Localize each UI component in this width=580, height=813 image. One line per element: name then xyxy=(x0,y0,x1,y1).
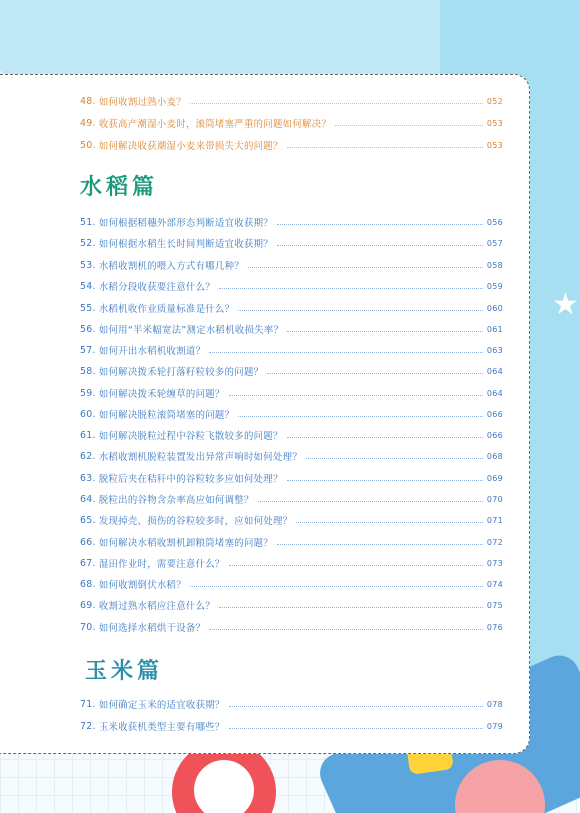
toc-entry-title: 如何解决水稻收割机卸粮筒堵塞的问题？ xyxy=(98,538,273,549)
toc-entry-page: 064 xyxy=(486,366,503,376)
toc-entry[interactable] xyxy=(80,383,503,403)
dot-leader xyxy=(190,102,483,104)
toc-entry-page: 063 xyxy=(486,345,503,355)
toc-entry-number: 63. xyxy=(80,472,96,484)
toc-entry[interactable] xyxy=(80,361,503,381)
toc-entry[interactable] xyxy=(80,319,503,339)
toc-entry[interactable] xyxy=(80,489,503,509)
toc-entry-title: 脱粒出的谷物含杂率高应如何调整？ xyxy=(98,495,254,506)
toc-entry-title: 如何解决收获潮湿小麦来带损失大的问题？ xyxy=(98,141,283,152)
dot-leader xyxy=(277,543,483,545)
toc-entry-number: 72. xyxy=(80,720,96,732)
toc-entry-number: 71. xyxy=(80,698,96,710)
toc-entry[interactable] xyxy=(80,113,503,133)
toc-entry-page: 071 xyxy=(486,515,503,525)
toc-entry-title: 水稻收割机的喂入方式有哪几种？ xyxy=(98,261,244,272)
toc-entry[interactable] xyxy=(80,446,503,466)
toc-entry[interactable] xyxy=(80,617,503,637)
toc-entry-number: 51. xyxy=(80,216,96,228)
toc-entry-title: 如何用“半米幅宽法”测定水稻机收损失率？ xyxy=(98,325,284,336)
toc-entry-page: 066 xyxy=(486,430,503,440)
star-icon: ★ xyxy=(552,287,579,322)
toc-entry-number: 54. xyxy=(80,280,96,292)
toc-entry-page: 068 xyxy=(486,451,503,461)
toc-entry[interactable] xyxy=(80,510,503,530)
toc-entry-title: 如何根据稻穗外部形态判断适宜收获期？ xyxy=(98,218,273,229)
toc-entry-page: 079 xyxy=(486,721,503,731)
dot-leader xyxy=(229,727,483,729)
dot-leader xyxy=(190,585,483,587)
toc-entry-number: 62. xyxy=(80,450,96,462)
dot-leader xyxy=(287,479,483,481)
toc-entry[interactable] xyxy=(80,298,503,318)
dot-leader xyxy=(219,606,483,608)
dot-leader xyxy=(267,372,483,374)
toc-entry-page: 059 xyxy=(486,281,503,291)
dot-leader xyxy=(277,223,483,225)
dot-leader xyxy=(238,415,483,417)
toc-entry[interactable] xyxy=(80,91,503,111)
toc-entry[interactable] xyxy=(80,532,503,552)
toc-entry-page: 074 xyxy=(486,579,503,589)
toc-entry-page: 066 xyxy=(486,409,503,419)
dot-leader xyxy=(238,309,483,311)
section-heading-rice: 水稻篇 xyxy=(80,175,159,200)
toc-entry-page: 053 xyxy=(486,118,503,128)
toc-entry-title: 如何解决拨禾轮缠草的问题？ xyxy=(98,389,225,400)
toc-entry[interactable] xyxy=(80,425,503,445)
toc-entry-title: 玉米收获机类型主要有哪些？ xyxy=(98,722,225,733)
toc-entry-title: 发现掉壳、损伤的谷粒较多时，应如何处理？ xyxy=(98,516,293,527)
toc-entry-title: 如何解决拨禾轮打落籽粒较多的问题？ xyxy=(98,367,264,378)
toc-entry-title: 如何开出水稻机收割道？ xyxy=(98,346,206,357)
dot-leader xyxy=(229,705,483,707)
toc-entry-title: 如何解决脱粒过程中谷粒飞散较多的问题？ xyxy=(98,431,283,442)
toc-entry[interactable] xyxy=(80,574,503,594)
toc-entry-title: 如何确定玉米的适宜收获期？ xyxy=(98,700,225,711)
toc-entry-title: 如何收割倒伏水稻？ xyxy=(98,580,186,591)
toc-entry-title: 脱粒后夹在秸秆中的谷粒较多应如何处理？ xyxy=(98,474,283,485)
toc-entry-number: 61. xyxy=(80,429,96,441)
toc-entry-number: 48. xyxy=(80,95,96,107)
toc-entry-number: 69. xyxy=(80,599,96,611)
dot-leader xyxy=(296,521,483,523)
toc-entry[interactable] xyxy=(80,716,503,736)
toc-entry-number: 68. xyxy=(80,578,96,590)
toc-entry[interactable] xyxy=(80,276,503,296)
section-heading-corn: 玉米篇 xyxy=(85,659,164,684)
toc-entry[interactable] xyxy=(80,404,503,424)
dot-leader xyxy=(209,351,483,353)
toc-entry-title: 水稻机收作业质量标准是什么？ xyxy=(98,304,235,315)
toc-entry-page: 058 xyxy=(486,260,503,270)
toc-entry-title: 如何解决脱粒滚筒堵塞的问题？ xyxy=(98,410,235,421)
toc-entry-page: 073 xyxy=(486,558,503,568)
toc-entry[interactable] xyxy=(80,255,503,275)
toc-entry-number: 52. xyxy=(80,237,96,249)
toc-entry-page: 078 xyxy=(486,699,503,709)
toc-entry[interactable] xyxy=(80,233,503,253)
toc-entry[interactable] xyxy=(80,595,503,615)
toc-entry-title: 水稻分段收获要注意什么？ xyxy=(98,282,215,293)
toc-entry-number: 55. xyxy=(80,302,96,314)
toc-entry-page: 053 xyxy=(486,140,503,150)
toc-entry-number: 56. xyxy=(80,323,96,335)
toc-entry-title: 收割过熟水稻应注意什么？ xyxy=(98,601,215,612)
toc-entry-title: 水稻收割机脱粒装置发出异常声响时如何处理？ xyxy=(98,452,302,463)
toc-entry[interactable] xyxy=(80,468,503,488)
dot-leader xyxy=(287,436,483,438)
toc-entry-number: 60. xyxy=(80,408,96,420)
toc-entry-page: 069 xyxy=(486,473,503,483)
toc-entry-page: 070 xyxy=(486,494,503,504)
toc-entry-number: 67. xyxy=(80,557,96,569)
toc-entry-page: 060 xyxy=(486,303,503,313)
dot-leader xyxy=(219,287,483,289)
toc-entry[interactable] xyxy=(80,340,503,360)
dot-leader xyxy=(248,266,483,268)
toc-entry[interactable] xyxy=(80,694,503,714)
toc-entry-number: 65. xyxy=(80,514,96,526)
toc-entry-page: 052 xyxy=(486,96,503,106)
toc-entry-number: 70. xyxy=(80,621,96,633)
dot-leader xyxy=(306,457,483,459)
toc-entry-number: 49. xyxy=(80,117,96,129)
toc-entry-number: 58. xyxy=(80,365,96,377)
dot-leader xyxy=(287,330,483,332)
toc-entry-page: 075 xyxy=(486,600,503,610)
toc-entry-page: 056 xyxy=(486,217,503,227)
toc-entry-number: 53. xyxy=(80,259,96,271)
toc-entry-number: 66. xyxy=(80,536,96,548)
toc-entry-title: 如何收割过熟小麦？ xyxy=(98,97,186,108)
toc-entry-title: 湿田作业时，需要注意什么？ xyxy=(98,559,225,570)
toc-entry-number: 64. xyxy=(80,493,96,505)
toc-entry[interactable] xyxy=(80,212,503,232)
toc-entry-number: 59. xyxy=(80,387,96,399)
dot-leader xyxy=(335,124,483,126)
toc-entry-number: 50. xyxy=(80,139,96,151)
toc-entry[interactable] xyxy=(80,553,503,573)
toc-entry-page: 076 xyxy=(486,622,503,632)
toc-entry-page: 064 xyxy=(486,388,503,398)
toc-entry-page: 057 xyxy=(486,238,503,248)
dot-leader xyxy=(229,564,483,566)
toc-entry-number: 57. xyxy=(80,344,96,356)
dot-leader xyxy=(258,500,483,502)
toc-entry-title: 如何选择水稻烘干设备？ xyxy=(98,623,206,634)
dot-leader xyxy=(277,244,483,246)
toc-entry-page: 061 xyxy=(486,324,503,334)
dot-leader xyxy=(229,394,483,396)
dot-leader xyxy=(209,628,483,630)
toc-entry-title: 收获高产潮湿小麦时，滚筒堵塞严重的问题如何解决？ xyxy=(98,119,332,130)
toc-entry-page: 072 xyxy=(486,537,503,547)
toc-entry-title: 如何根据水稻生长时间判断适宜收获期？ xyxy=(98,239,273,250)
dot-leader xyxy=(287,146,483,148)
toc-entry[interactable] xyxy=(80,135,503,155)
